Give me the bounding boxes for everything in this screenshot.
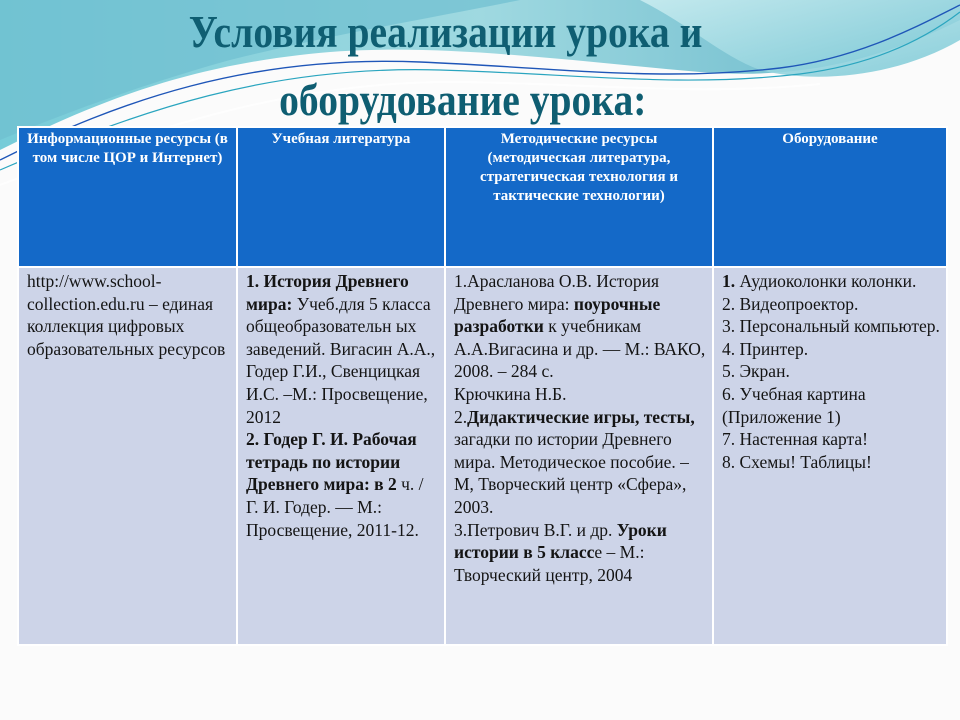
cell-info-resources: [19, 268, 236, 644]
method-1-details: к учебникам А.А.Вигасина и др. — М.: ВАКО, 2008. – 284 с.: [454, 316, 706, 382]
table-header-row: [19, 128, 946, 266]
equipment-item: 2. Видеопроектор.: [722, 293, 859, 314]
equipment-item: [722, 270, 940, 293]
title-line-2: оборудование урока:: [279, 74, 647, 125]
method-2-bold: Дидактические игры, тесты,: [467, 406, 695, 427]
textbook-2-details: ч. / Г. И. Годер. — М.: Просвещение, 2011-12.: [246, 474, 424, 540]
equipment-item: 6. Учебная картина (Приложение 1): [722, 383, 866, 427]
equipment-item: 4. Принтер.: [722, 338, 809, 359]
method-3-bold: Уроки истории в 5 класс: [454, 519, 667, 563]
method-2-author: Крючкина Н.Б.: [454, 383, 567, 404]
header-info-resources: Информационные ресурсы (в том числе ЦОР и Интернет): [19, 128, 236, 266]
cell-textbooks: [238, 268, 444, 644]
method-1-bold: поурочные разработки: [454, 293, 661, 337]
equipment-item-text: Аудиоколонки колонки.: [735, 271, 917, 291]
method-1-author: 1.Арасланова О.В. История Древнего мира:: [454, 271, 660, 314]
equipment-item-num: 1.: [722, 271, 736, 291]
textbook-2-title: 2. Годер Г. И. Рабочая тетрадь по истории Древнего мира: в 2: [246, 429, 417, 495]
resources-table: [17, 126, 948, 646]
header-equipment: Оборудование: [714, 128, 946, 266]
method-2-num: 2.: [454, 406, 468, 427]
equipment-item: 8. Схемы! Таблицы!: [722, 451, 872, 472]
link-description: – единая коллекция цифровых образовательных ресурсов: [27, 293, 226, 359]
method-2-details: загадки по истории Древнего мира. Методическое пособие. – М, Творческий центр «Сфера», 2003.: [454, 429, 689, 517]
method-3-details: е – М.: Творческий центр, 2004: [454, 542, 645, 585]
table-row: [19, 268, 946, 644]
header-textbooks: Учебная литература: [238, 128, 444, 266]
cell-equipment: [714, 268, 946, 644]
header-methodical-resources: Методические ресурсы (методическая литература, стратегическая технология и тактические технологии): [446, 128, 712, 266]
cell-methodical-resources: [446, 268, 712, 644]
textbook-1-title: 1. История Древнего мира:: [246, 271, 409, 314]
slide-title: [67, 0, 893, 128]
method-3-author: 3.Петрович В.Г. и др.: [454, 519, 617, 540]
equipment-item: 5. Экран.: [722, 361, 790, 382]
school-collection-link[interactable]: http://www.school-collection.edu.ru: [27, 271, 162, 314]
title-line-1: Условия реализации урока и: [188, 6, 703, 57]
textbook-1-details: Учеб.для 5 класса общеобразовательн ых заведений. Вигасин А.А., Годер Г.И., Свенцицкая И.С. –М.: Просвещение, 2012: [246, 293, 436, 427]
equipment-item: 7. Настенная карта!: [722, 429, 868, 450]
equipment-item: 3. Персональный компьютер.: [722, 316, 940, 337]
